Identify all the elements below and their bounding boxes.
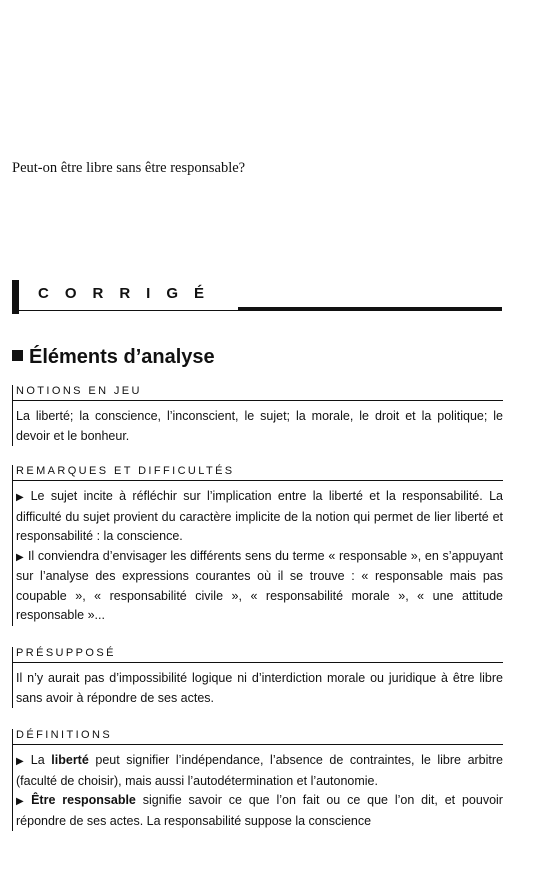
remarques-paragraph-1 (16, 487, 503, 547)
def-p1-pre: La (30, 753, 45, 767)
notions-block (12, 385, 503, 446)
presuppose-block (12, 647, 503, 708)
remarques-p1-text: Le sujet incite à réfléchir sur l’implication entre la liberté et la responsabilité. La difficulté du sujet provient du caractère implicite de la notion qui permet de lier liberté et responsabilité : la conscience. (16, 489, 503, 543)
corrige-bar (12, 280, 19, 314)
remarques-block (12, 465, 503, 626)
definitions-heading: DÉFINITIONS (13, 729, 503, 745)
definitions-paragraph-1 (16, 751, 503, 791)
question-title: Peut-on être libre sans être responsable? (12, 160, 246, 176)
triangle-bullet-icon: ▶ (16, 756, 27, 767)
presuppose-heading: PRÉSUPPOSÉ (13, 647, 503, 663)
remarques-paragraph-2 (16, 547, 503, 626)
def-term-responsable: Être responsable (31, 793, 136, 807)
definitions-block (12, 729, 503, 831)
remarques-p2-text: Il conviendra d’envisager les différents sens du terme « responsable », en s’appuyant sur l’analyse des expressions courantes où il se trouve : « responsable mais pas coupable », « responsabilité civile », « responsabilité morale », « une attitude responsable »... (16, 548, 503, 622)
square-bullet-icon (12, 350, 23, 361)
presuppose-body (13, 663, 503, 708)
def-p1-post: peut signifier l’indépendance, l’absence de contraintes, le libre arbitre (faculté de choisir), mais aussi l’autodétermination et l’autonomie. (16, 753, 503, 788)
corrige-title: CORRIGÉ (38, 285, 221, 302)
notions-text: La liberté; la conscience, l’inconscient, le sujet; la morale, le droit et la politique; le devoir et le bonheur. (16, 409, 503, 443)
notions-heading: NOTIONS EN JEU (13, 385, 503, 401)
remarques-heading: REMARQUES ET DIFFICULTÉS (13, 465, 503, 481)
section-title-text: Éléments d’analyse (29, 346, 215, 368)
triangle-bullet-icon: ▶ (16, 492, 27, 503)
def-p2-post: signifie savoir ce que l’on fait ou ce que l’on dit, et pouvoir répondre de ses actes. La responsabilité suppose la conscience (16, 793, 503, 828)
definitions-body (13, 745, 503, 831)
def-term-liberte: liberté (51, 753, 89, 767)
triangle-bullet-icon: ▶ (16, 551, 24, 563)
definitions-paragraph-2 (16, 791, 503, 831)
notions-body (13, 401, 503, 446)
presuppose-text: Il n’y aurait pas d’impossibilité logique ni d’interdiction morale ou juridique à être libre sans avoir à répondre de ses actes. (16, 671, 503, 705)
corrige-rule-thick (238, 307, 502, 311)
section-title (12, 346, 215, 369)
triangle-bullet-icon: ▶ (16, 796, 28, 807)
remarques-body (13, 481, 503, 626)
corrige-header (12, 276, 502, 316)
